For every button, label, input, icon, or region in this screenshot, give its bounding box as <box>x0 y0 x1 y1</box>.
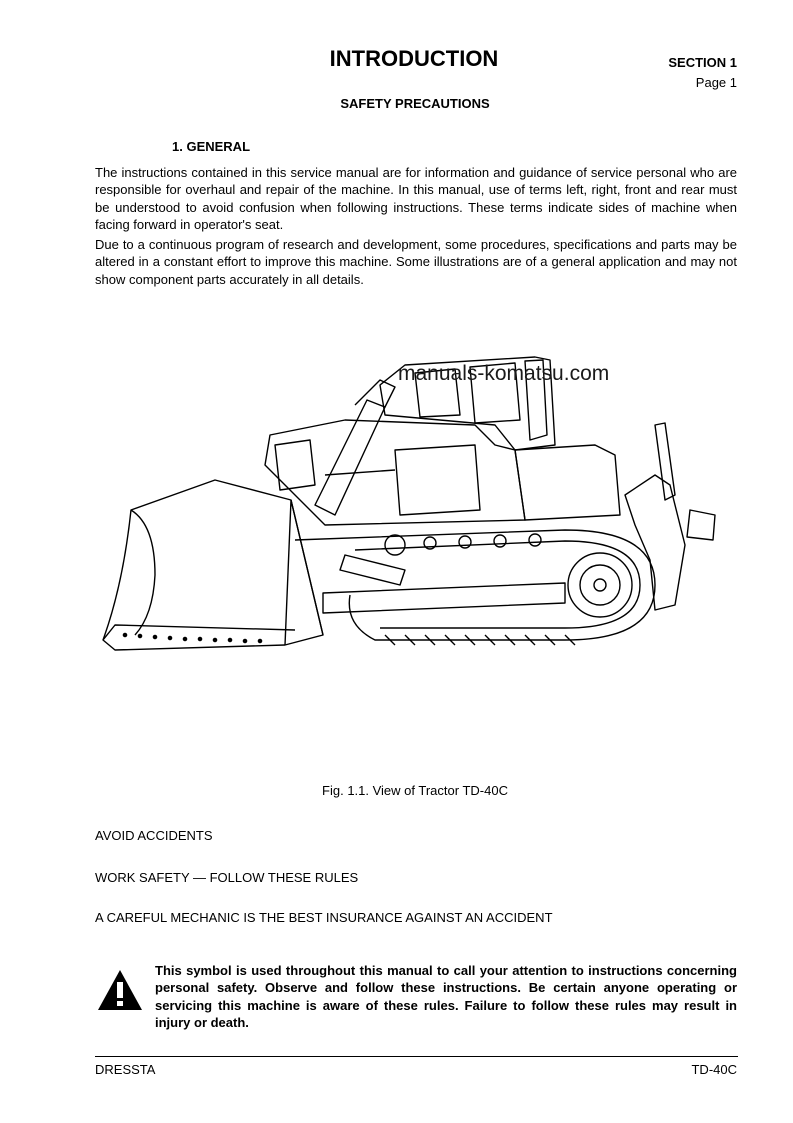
push-arm <box>323 583 565 613</box>
footer-model: TD-40C <box>691 1062 737 1077</box>
section-label: SECTION 1 <box>668 55 737 70</box>
watermark-text: manuals-komatsu.com <box>398 362 610 385</box>
page-title: INTRODUCTION <box>329 46 499 71</box>
footer-brand: DRESSTA <box>95 1062 156 1077</box>
tractor-illustration <box>95 345 745 685</box>
sprocket-wheel <box>568 553 632 617</box>
page-subtitle: SAFETY PRECAUTIONS <box>340 96 490 111</box>
notice-careful-mechanic: A CAREFUL MECHANIC IS THE BEST INSURANCE AGAINST AN ACCIDENT <box>95 910 553 925</box>
notice-avoid-accidents: AVOID ACCIDENTS <box>95 828 213 843</box>
general-paragraph-1: The instructions contained in this service manual are for information and guidance of service personal who are responsible for overhaul and repair of the machine. In this manual, use of terms left, right, front and rear must be understood to avoid confusion when following instructions. These terms indicate sides of machine when facing forward in operator's seat. <box>95 165 737 232</box>
general-heading: 1. GENERAL <box>172 139 251 154</box>
rear-frame <box>515 445 620 520</box>
figure-caption: Fig. 1.1. View of Tractor TD-40C <box>322 783 508 798</box>
warning-triangle-icon <box>96 968 144 1012</box>
footer-divider <box>95 1056 738 1057</box>
track <box>295 530 655 640</box>
page-number: Page 1 <box>695 75 737 90</box>
notice-work-safety: WORK SAFETY — FOLLOW THESE RULES <box>95 870 359 885</box>
general-paragraph-2: Due to a continuous program of research and development, some procedures, specifications and parts may be altered in a constant effort to improve this machine. Some illustrations are of a general application and may not show component parts accurately in all details. <box>95 237 737 287</box>
dozer-blade <box>103 480 323 650</box>
warning-text: This symbol is used throughout this manual to call your attention to instructions concerning personal safety. Observe and follow these instructions. Be certain anyone operating or servicing this machine is aware of these rules. Failure to follow these rules may result in injury or death. <box>155 963 737 1031</box>
engine-hood <box>265 420 525 525</box>
lift-cylinder <box>315 400 385 515</box>
